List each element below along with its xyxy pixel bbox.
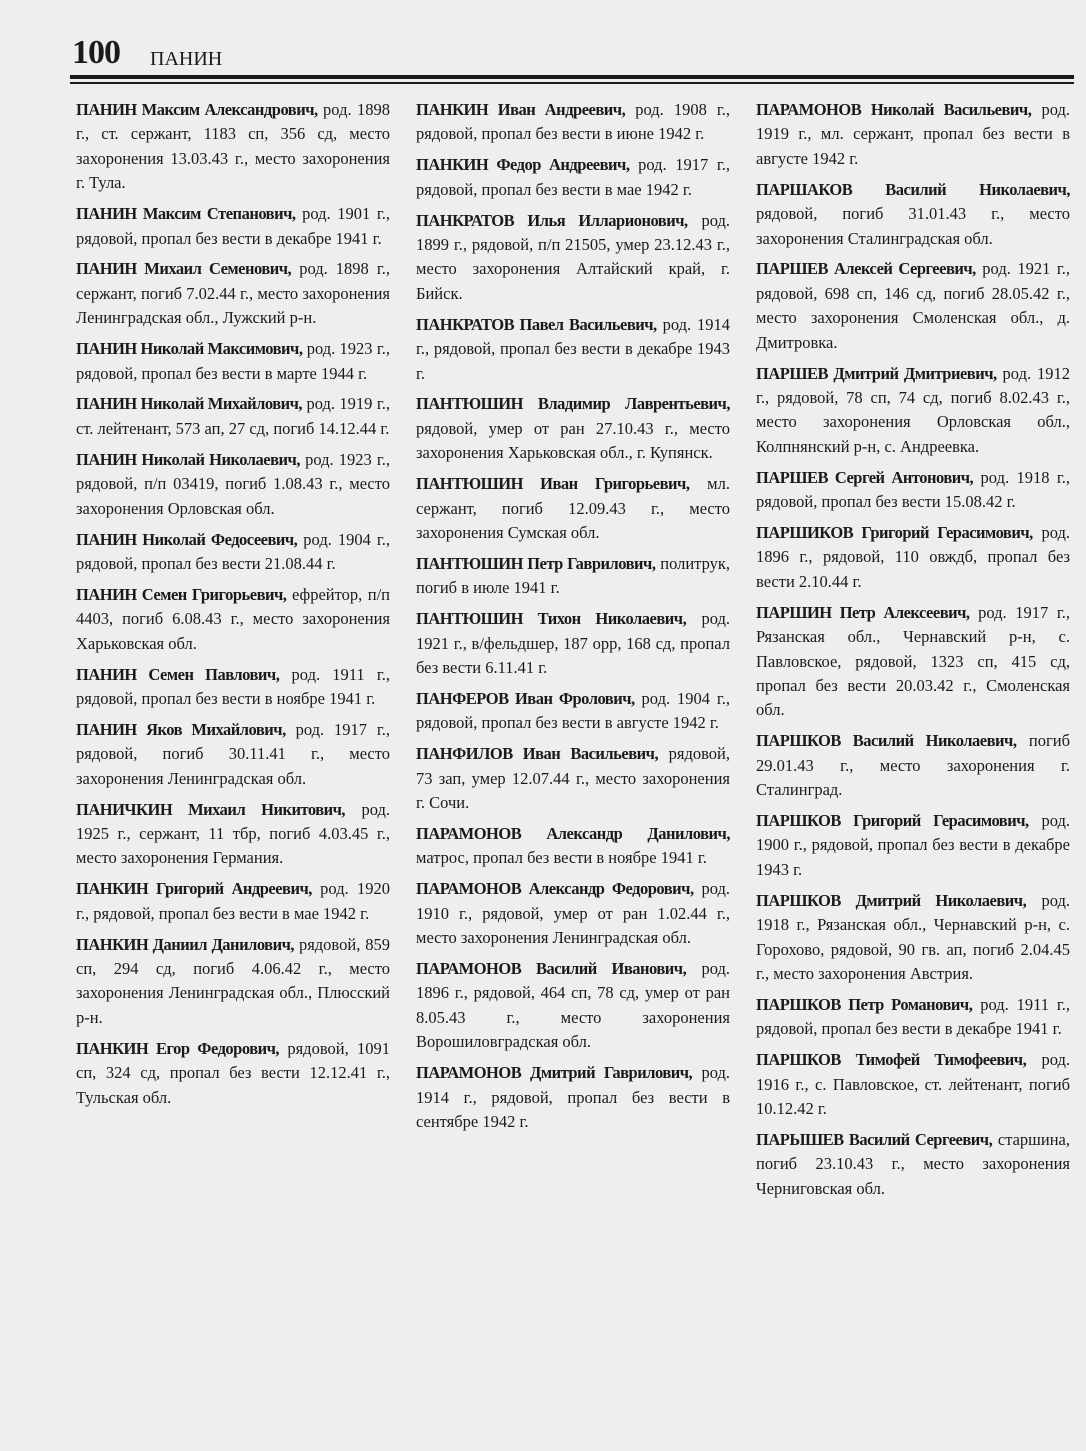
entry-text: род. 1898 г., сержант, погиб 7.02.44 г., место захоронения Ленинградская обл., Лужский р-н. bbox=[76, 259, 391, 328]
entry-name: ПАНИН Семен Павлович, bbox=[76, 664, 280, 684]
entry-name: ПАРАМОНОВ Александр Федорович, bbox=[416, 879, 694, 899]
entry bbox=[76, 337, 390, 386]
entry-name: ПАНИН Николай Михайлович, bbox=[76, 394, 303, 414]
entry-text: род. 1920 г., рядовой, пропал без вести в мае 1942 г. bbox=[76, 879, 390, 923]
entry-text: политрук, погиб в июле 1941 г. bbox=[416, 553, 730, 598]
entry-text: род. 1901 г., рядовой, пропал без вести в декабре 1941 г. bbox=[76, 204, 390, 248]
entry bbox=[416, 98, 730, 147]
entry-text: ефрейтор, п/п 4403, погиб 6.08.43 г., место захоронения Харьковская обл. bbox=[76, 584, 391, 653]
entry bbox=[756, 993, 1070, 1042]
entry bbox=[76, 448, 390, 521]
entry-name: ПАРШКОВ Василий Николаевич, bbox=[756, 731, 1017, 751]
entry-text: род. 1917 г., рядовой, погиб 30.11.41 г., место захоронения Ленинградская обл. bbox=[76, 719, 390, 788]
entry-name: ПАРШАКОВ Василий Николаевич, bbox=[756, 179, 1070, 199]
entry-name: ПАРШЕВ Сергей Антонович, bbox=[756, 467, 974, 487]
entry-name: ПАНИН Яков Михайлович, bbox=[76, 719, 286, 739]
entry-name: ПАНИН Николай Николаевич, bbox=[76, 449, 300, 469]
entry-name: ПАРАМОНОВ Александр Данилович, bbox=[416, 823, 730, 843]
entry-text: рядовой, погиб 31.01.43 г., место захоронения Сталинградская обл. bbox=[756, 204, 1070, 248]
entry-text: род. 1899 г., рядовой, п/п 21505, умер 23.12.43 г., место захоронения Алтайский край, г. Бийск. bbox=[416, 210, 730, 303]
entry-name: ПАРАМОНОВ Дмитрий Гаврилович, bbox=[416, 1063, 693, 1083]
entry bbox=[756, 98, 1070, 171]
entry-name: ПАНТЮШИН Владимир Лаврентьевич, bbox=[416, 394, 730, 414]
entry bbox=[756, 362, 1070, 460]
entry-name: ПАРШКОВ Тимофей Тимофеевич, bbox=[756, 1050, 1027, 1070]
entry bbox=[416, 472, 730, 545]
running-head: ПАНИН bbox=[150, 48, 223, 70]
entry bbox=[76, 663, 390, 712]
entry bbox=[76, 202, 390, 251]
entry-text: род. 1914 г., рядовой, пропал без вести в сентябре 1942 г. bbox=[416, 1063, 730, 1131]
entry-text: старшина, погиб 23.10.43 г., место захоронения Черниговская обл. bbox=[756, 1129, 1070, 1198]
entry bbox=[756, 521, 1070, 594]
entry-name: ПАНКИН Федор Андреевич, bbox=[416, 155, 630, 175]
entry-name: ПАРЫШЕВ Василий Сергеевич, bbox=[756, 1129, 993, 1149]
entry-text: род. 1917 г., Рязанская обл., Чернавский р-н, с. Павловское, рядовой, 1323 сп, 415 сд, пропал без вести 20.03.42 г., Смоленская обл. bbox=[756, 602, 1071, 720]
entry-name: ПАНКИН Даниил Данилович, bbox=[76, 934, 295, 954]
entry bbox=[76, 798, 390, 871]
entry-text: род. 1916 г., с. Павловское, ст. лейтенант, погиб 10.12.42 г. bbox=[756, 1050, 1070, 1118]
column-2 bbox=[416, 98, 730, 1418]
entry-name: ПАНИН Михаил Семенович, bbox=[76, 259, 292, 279]
column-3 bbox=[756, 98, 1070, 1418]
entry-text: род. 1912 г., рядовой, 78 сп, 74 сд, погиб 8.02.43 г., место захоронения Орловская обл., Колпнянский р-н, с. Андреевка. bbox=[756, 363, 1071, 456]
entry bbox=[756, 257, 1070, 355]
entry bbox=[756, 601, 1070, 723]
entry-name: ПАРАМОНОВ Николай Васильевич, bbox=[756, 100, 1032, 119]
entry-name: ПАРШКОВ Петр Романович, bbox=[756, 994, 973, 1014]
entry-name: ПАНИН Семен Григорьевич, bbox=[76, 584, 287, 604]
entry bbox=[756, 1128, 1070, 1201]
entry-text: мл. сержант, погиб 12.09.43 г., место захоронения Сумская обл. bbox=[416, 474, 730, 542]
entry bbox=[416, 822, 730, 871]
entry bbox=[76, 718, 390, 791]
entry-text: род. 1921 г., рядовой, 698 сп, 146 сд, погиб 28.05.42 г., место захоронения Смоленская обл., д. Дмитровка. bbox=[756, 259, 1070, 352]
entry-name: ПАНФИЛОВ Иван Васильевич, bbox=[416, 744, 659, 764]
entry-text: рядовой, 1091 сп, 324 сд, пропал без вести 12.12.41 г., Тульская обл. bbox=[76, 1038, 390, 1107]
entry-text: матрос, пропал без вести в ноябре 1941 г. bbox=[416, 848, 707, 868]
entry-text: род. 1898 г., ст. сержант, 1183 сп, 356 сд, место захоронения 13.03.43 г., место захоронения г. Тула. bbox=[76, 100, 390, 193]
entry-text: род. 1896 г., рядовой, 110 овждб, пропал без вести 2.10.44 г. bbox=[756, 523, 1071, 591]
entry-name: ПАНКРАТОВ Павел Васильевич, bbox=[416, 314, 657, 334]
entry-name: ПАРШКОВ Григорий Герасимович, bbox=[756, 810, 1029, 830]
entry bbox=[756, 889, 1070, 987]
entry-text: род. 1904 г., рядовой, пропал без вести 21.08.44 г. bbox=[76, 529, 390, 573]
entry bbox=[76, 98, 390, 196]
entry-text: род. 1896 г., рядовой, 464 сп, 78 сд, умер от ран 8.05.43 г., место захоронения Ворошиловградская обл. bbox=[416, 959, 731, 1052]
entry-text: род. 1900 г., рядовой, пропал без вести в декабре 1943 г. bbox=[756, 810, 1070, 879]
entry bbox=[416, 313, 730, 386]
entry bbox=[416, 742, 730, 815]
entry-name: ПАРШИКОВ Григорий Герасимович, bbox=[756, 523, 1033, 542]
entry-text: род. 1911 г., рядовой, пропал без вести в декабре 1941 г. bbox=[756, 994, 1070, 1039]
entry-text: род. 1918 г., рядовой, пропал без вести 15.08.42 г. bbox=[756, 467, 1071, 512]
entry-name: ПАНКИН Григорий Андреевич, bbox=[76, 879, 312, 899]
entry-name: ПАНИН Николай Максимович, bbox=[76, 339, 303, 359]
entry-text: род. 1904 г., рядовой, пропал без вести в августе 1942 г. bbox=[416, 688, 730, 733]
entry-name: ПАРШЕВ Дмитрий Дмитриевич, bbox=[756, 363, 997, 383]
entry-text: рядовой, 73 зап, умер 12.07.44 г., место захоронения г. Сочи. bbox=[416, 744, 730, 813]
entry bbox=[756, 466, 1070, 515]
entry-name: ПАНИН Николай Федосеевич, bbox=[76, 529, 298, 549]
entry bbox=[76, 392, 390, 441]
entry bbox=[416, 1061, 730, 1134]
entry-name: ПАНКИН Иван Андреевич, bbox=[416, 100, 626, 119]
entry-name: ПАНКИН Егор Федорович, bbox=[76, 1038, 280, 1058]
entry bbox=[416, 392, 730, 465]
entry-text: род. 1921 г., в/фельдшер, 187 орр, 168 сд, пропал без вести 6.11.41 г. bbox=[416, 609, 731, 678]
entry bbox=[76, 1037, 390, 1110]
entry bbox=[756, 178, 1070, 251]
entry-text: род. 1923 г., рядовой, п/п 03419, погиб 1.08.43 г., место захоронения Орловская обл. bbox=[76, 449, 390, 518]
entry-text: род. 1914 г., рядовой, пропал без вести в декабре 1943 г. bbox=[416, 314, 730, 383]
entry bbox=[76, 933, 390, 1031]
entry bbox=[756, 809, 1070, 882]
entry bbox=[416, 957, 730, 1055]
entry-name: ПАНИН Максим Степанович, bbox=[76, 204, 296, 224]
entry-text: род. 1910 г., рядовой, умер от ран 1.02.44 г., место захоронения Ленинградская обл. bbox=[416, 879, 731, 948]
entry bbox=[416, 552, 730, 601]
entry-name: ПАНТЮШИН Иван Григорьевич, bbox=[416, 474, 690, 494]
entry bbox=[416, 877, 730, 950]
entry bbox=[76, 528, 390, 577]
entry bbox=[756, 729, 1070, 802]
entry bbox=[416, 209, 730, 307]
entry-name: ПАРШКОВ Дмитрий Николаевич, bbox=[756, 890, 1027, 910]
entry bbox=[416, 687, 730, 736]
entry-text: род. 1918 г., Рязанская обл., Чернавский р-н, с. Горохово, рядовой, 90 гв. ап, погиб 2.04.45 г., место захоронения Австрия. bbox=[756, 890, 1071, 983]
entry-text: род. 1919 г., мл. сержант, пропал без вести в августе 1942 г. bbox=[756, 100, 1070, 168]
entry-text: род. 1917 г., рядовой, пропал без вести в мае 1942 г. bbox=[416, 155, 731, 199]
entry bbox=[76, 257, 390, 330]
text-columns bbox=[76, 98, 1070, 1418]
column-1 bbox=[76, 98, 390, 1418]
entry-name: ПАНИН Максим Александрович, bbox=[76, 100, 318, 119]
entry-name: ПАРШИН Петр Алексеевич, bbox=[756, 602, 970, 622]
entry-text: род. 1908 г., рядовой, пропал без вести в июне 1942 г. bbox=[416, 100, 730, 144]
entry bbox=[76, 583, 390, 656]
page-number: 100 bbox=[72, 34, 120, 71]
entry-name: ПАРАМОНОВ Василий Иванович, bbox=[416, 959, 687, 978]
entry bbox=[416, 153, 730, 202]
entry bbox=[756, 1048, 1070, 1121]
entry-text: род. 1923 г., рядовой, пропал без вести в марте 1944 г. bbox=[76, 339, 390, 383]
entry bbox=[416, 607, 730, 680]
entry-text: род. 1911 г., рядовой, пропал без вести в ноябре 1941 г. bbox=[76, 664, 391, 708]
entry-text: род. 1925 г., сержант, 11 тбр, погиб 4.03.45 г., место захоронения Германия. bbox=[76, 799, 391, 868]
entry-name: ПАРШЕВ Алексей Сергеевич, bbox=[756, 259, 976, 279]
entry-name: ПАНКРАТОВ Илья Илларионович, bbox=[416, 210, 688, 230]
entry-text: род. 1919 г., ст. лейтенант, 573 ап, 27 сд, погиб 14.12.44 г. bbox=[76, 394, 390, 438]
entry bbox=[76, 877, 390, 926]
header-rule-thin bbox=[70, 82, 1074, 84]
entry-name: ПАНФЕРОВ Иван Фролович, bbox=[416, 688, 635, 708]
entry-text: рядовой, умер от ран 27.10.43 г., место захоронения Харьковская обл., г. Купянск. bbox=[416, 418, 730, 463]
entry-text: рядовой, 859 сп, 294 сд, погиб 4.06.42 г., место захоронения Ленинградская обл., Плюсский р-н. bbox=[76, 934, 390, 1027]
entry-name: ПАНТЮШИН Тихон Николаевич, bbox=[416, 609, 687, 629]
header-rule-thick bbox=[70, 75, 1074, 79]
entry-name: ПАНТЮШИН Петр Гаврилович, bbox=[416, 553, 656, 573]
entry-name: ПАНИЧКИН Михаил Никитович, bbox=[76, 799, 346, 819]
entry-text: погиб 29.01.43 г., место захоронения г. Сталинград. bbox=[756, 731, 1070, 800]
page-header bbox=[72, 34, 1072, 74]
